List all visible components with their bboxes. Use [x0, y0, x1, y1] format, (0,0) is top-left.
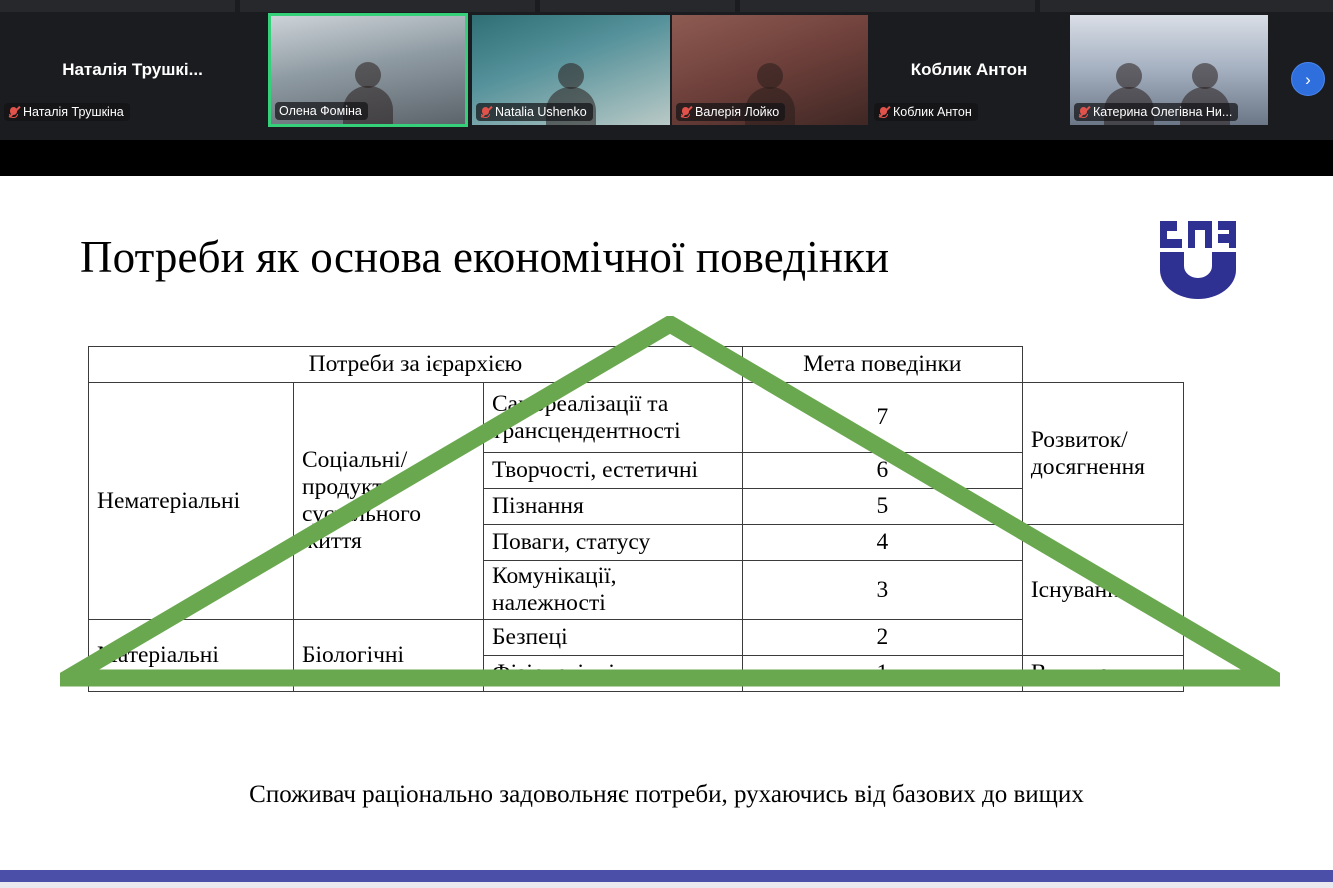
participant-nameplate — [476, 103, 593, 121]
cell-subgroup-social: Соціальні/ продукт суспільного життя — [294, 383, 484, 620]
participant-nameplate-label: Валерія Лойко — [695, 105, 780, 119]
participant-nameplate-label: Natalia Ushenko — [495, 105, 587, 119]
slide-caption: Споживач раціонально задовольняє потреби, рухаючись від базових до вищих — [249, 781, 1084, 808]
cell-goal-development: Розвиток/ досягнення — [1022, 383, 1183, 525]
video-filmstrip — [0, 0, 1333, 140]
microphone-muted-icon — [480, 106, 491, 119]
participant-nameplate — [874, 103, 978, 121]
chevron-right-icon: › — [1305, 69, 1311, 89]
screen-share-letterbox — [0, 140, 1333, 176]
cell-need-2: Безпеці — [484, 620, 743, 656]
microphone-muted-icon — [8, 106, 19, 119]
participant-nameplate-label: Катерина Олегівна Ни... — [1093, 105, 1233, 119]
table-row — [89, 383, 1184, 453]
participant-display-name: Наталія Трушкі... — [62, 60, 203, 79]
microphone-muted-icon — [1078, 106, 1089, 119]
shared-slide — [0, 176, 1333, 870]
table-header-row — [89, 347, 1184, 383]
filmstrip-top-sliver-2 — [240, 0, 535, 12]
video-tile-participant-0[interactable] — [0, 15, 265, 125]
cell-subgroup-biological: Біологічні — [294, 620, 484, 692]
cell-need-3: Комунікації, належності — [484, 561, 743, 620]
participant-nameplate-label: Коблик Антон — [893, 105, 972, 119]
cell-rank-5: 5 — [742, 489, 1022, 525]
table-row — [89, 620, 1184, 656]
video-tile-participant-2[interactable] — [472, 15, 670, 125]
cell-need-1: Фізіологічні — [484, 656, 743, 692]
participant-nameplate-label: Наталія Трушкіна — [23, 105, 124, 119]
cell-need-5: Пізнання — [484, 489, 743, 525]
microphone-muted-icon — [878, 106, 889, 119]
participant-display-name: Коблик Антон — [910, 60, 1028, 79]
cell-goal-survival: Виживання — [1022, 656, 1183, 692]
needs-hierarchy-table — [88, 346, 1184, 692]
filmstrip-top-sliver-1 — [0, 0, 235, 12]
cell-group-nonmaterial: Нематеріальні — [89, 383, 294, 620]
cell-rank-7: 7 — [742, 383, 1022, 453]
window-bottom-edge — [0, 882, 1333, 888]
cell-need-4: Поваги, статусу — [484, 525, 743, 561]
cell-rank-6: 6 — [742, 453, 1022, 489]
video-tile-participant-5[interactable] — [1070, 15, 1268, 125]
cell-rank-1: 1 — [742, 656, 1022, 692]
participant-nameplate — [1074, 103, 1238, 121]
filmstrip-next-button[interactable] — [1291, 62, 1325, 96]
cell-need-7: Самореалізації та трансцендентності — [484, 383, 743, 453]
video-tile-participant-3[interactable] — [672, 15, 868, 125]
participant-nameplate — [275, 102, 368, 120]
participant-nameplate-label: Олена Фоміна — [279, 104, 362, 118]
cell-rank-2: 2 — [742, 620, 1022, 656]
cell-rank-3: 3 — [742, 561, 1022, 620]
cell-rank-4: 4 — [742, 525, 1022, 561]
participant-nameplate — [4, 103, 130, 121]
filmstrip-top-sliver-4 — [740, 0, 1035, 12]
filmstrip-top-sliver-5 — [1040, 0, 1333, 12]
video-tile-participant-1[interactable] — [268, 13, 468, 127]
cell-goal-existence: Існування — [1022, 525, 1183, 656]
table-header-goal: Мета поведінки — [742, 347, 1022, 383]
slide-bottom-accent-bar — [0, 870, 1333, 882]
page-title: Потреби як основа економічної поведінки — [80, 232, 890, 282]
participant-nameplate — [676, 103, 785, 121]
microphone-muted-icon — [680, 106, 691, 119]
university-logo-icon — [1158, 221, 1238, 299]
cell-need-6: Творчості, естетичні — [484, 453, 743, 489]
filmstrip-top-sliver-3 — [540, 0, 735, 12]
video-tile-participant-4[interactable] — [870, 15, 1068, 125]
cell-group-material: Матеріальні — [89, 620, 294, 692]
table-header-hierarchy: Потреби за ієрархією — [89, 347, 743, 383]
